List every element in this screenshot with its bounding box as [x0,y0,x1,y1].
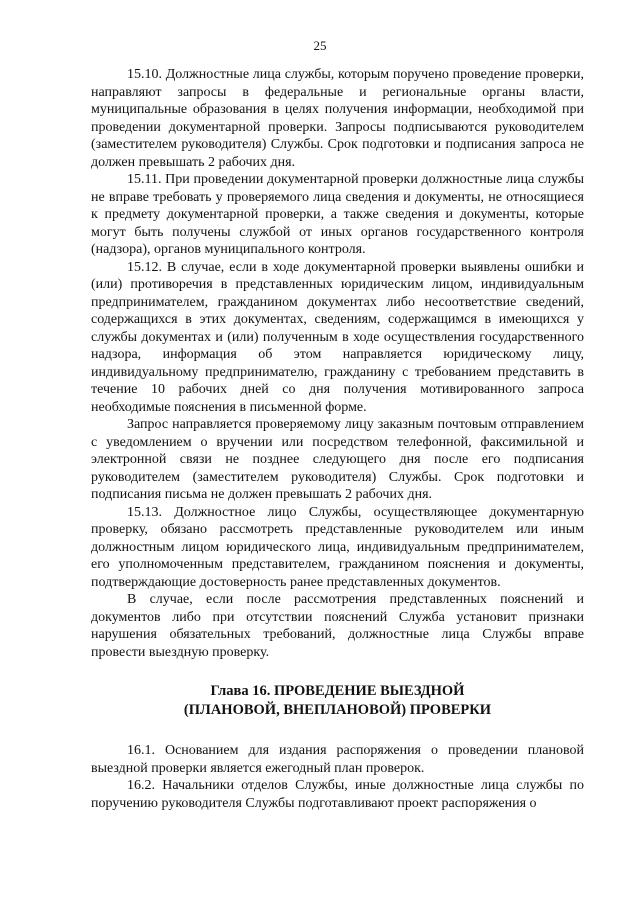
page-number: 25 [313,38,327,53]
paragraph-15-12: 15.12. В случае, если в ходе документарной проверки выявлены ошибки и (или) противоречия в представленных юридическим лицом, индивидуальным предпринимателем, гражданином документах либо несоответствие сведений, содержащихся в этих документах, сведениям, содержащимся в имеющихся у службы документах и (или) полученным в ходе осуществления государственного надзора, информация об этом направляется юридическому лицу, индивидуальному предпринимателю, гражданину с требованием представить в течение 10 рабочих дней со дня получения мотивированного запроса необходимые пояснения в письменной форме. [91,259,584,415]
chapter-title-line-1: Глава 16. ПРОВЕДЕНИЕ ВЫЕЗДНОЙ [210,683,465,699]
paragraph-15-13: 15.13. Должностное лицо Службы, осуществляющее документарную проверку, обязано рассмотреть представленные руководителем или иным должностным лицом юридического лица, индивидуальным предпринимателем, его уполномоченным представителем, гражданином пояснения и документы, подтверждающие достоверность ранее представленных документов. [91,504,584,590]
paragraph-16-1: 16.1. Основанием для издания распоряжения о проведении плановой выездной проверки является ежегодный план проверок. [91,743,584,776]
paragraph-16-2: 16.2. Начальники отделов Службы, иные должностные лица службы по поручению руководителя Службы подготавливают проект распоряжения о [91,778,584,811]
paragraph-request-sending: Запрос направляется проверяемому лицу заказным почтовым отправлением с уведомлением о вручении или посредством телефонной, факсимильной и электронной связи не позднее следующего дня после его подписания руководителем (заместителем руководителя) Службы. Срок подготовки и подписания письма не должен превышать 2 рабочих дня. [91,417,584,502]
document-body [91,66,584,812]
paragraph-15-11: 15.11. При проведении документарной проверки должностные лица службы не вправе требовать у проверяемого лица сведения и документы, не относящиеся к предмету документарной проверки, а также сведения и документы, которые могут быть получены службой от иных органов государственного контроля (надзора), органов муниципального контроля. [91,172,584,257]
paragraph-onsite-inspection: В случае, если после рассмотрения представленных пояснений и документов либо при отсутствии пояснений Служба установит признаки нарушения обязательных требований, должностные лица Службы вправе провести выездную проверку. [91,592,584,660]
chapter-heading [91,682,584,720]
chapter-title-line-2: (ПЛАНОВОЙ, ВНЕПЛАНОВОЙ) ПРОВЕРКИ [183,702,492,718]
paragraph-15-10: 15.10. Должностные лица службы, которым поручено проведение проверки, направляют запросы в федеральные и региональные органы власти, муниципальные образования в целях получения информации, необходимой при проведении документарной проверки. Запросы подписываются руководителем (заместителем руководителя) Службы. Срок подготовки и подписания запроса не должен превышать 2 рабочих дня. [91,67,584,170]
